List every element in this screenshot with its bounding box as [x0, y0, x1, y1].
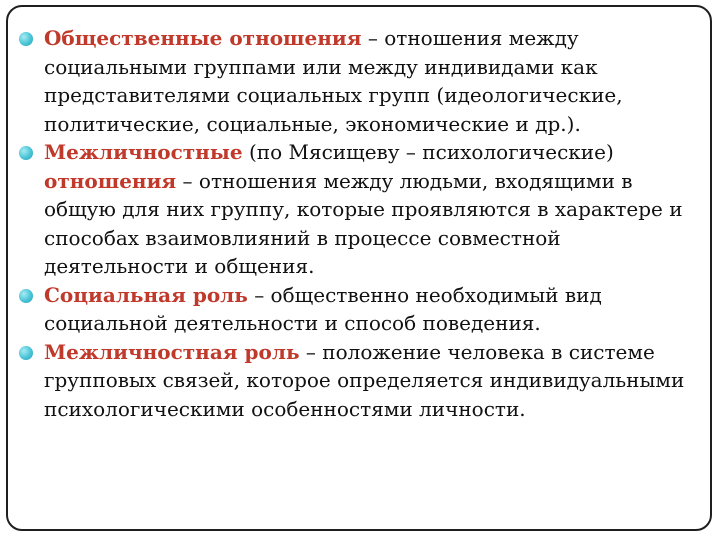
term-continuation: отношения — [44, 168, 177, 193]
list-item — [18, 138, 698, 281]
bullet-icon — [19, 146, 33, 160]
list-item — [18, 281, 698, 338]
aside-text: (по Мясищеву – психологические) — [242, 140, 614, 164]
list-item — [18, 24, 698, 138]
list-item — [18, 338, 698, 424]
term: Общественные отношения — [44, 26, 362, 50]
bullet-icon — [19, 289, 33, 303]
term: Межличностные — [44, 140, 243, 164]
term: Социальная роль — [44, 282, 248, 307]
definition-text: – общественно необходимый вид социальной деятельности и способ поведения. — [44, 282, 602, 335]
bullet-icon — [19, 32, 33, 46]
definitions-list — [18, 24, 698, 423]
definition-text: – отношения между социальными группами или между индивидами как представителями социальных групп (идеологические, политические, социальные, экономические и др.). — [44, 26, 623, 136]
definition-text: – отношения между людьми, входящими в общую для них группу, которые проявляются в характере и способах взаимовлияний в процессе совместной деятельности и общения. — [44, 168, 683, 278]
definition-text: – положение человека в системе групповых связей, которое определяется индивидуальными психологическими особенностями личности. — [44, 339, 685, 421]
bullet-icon — [19, 346, 33, 360]
term: Межличностная роль — [44, 339, 300, 364]
